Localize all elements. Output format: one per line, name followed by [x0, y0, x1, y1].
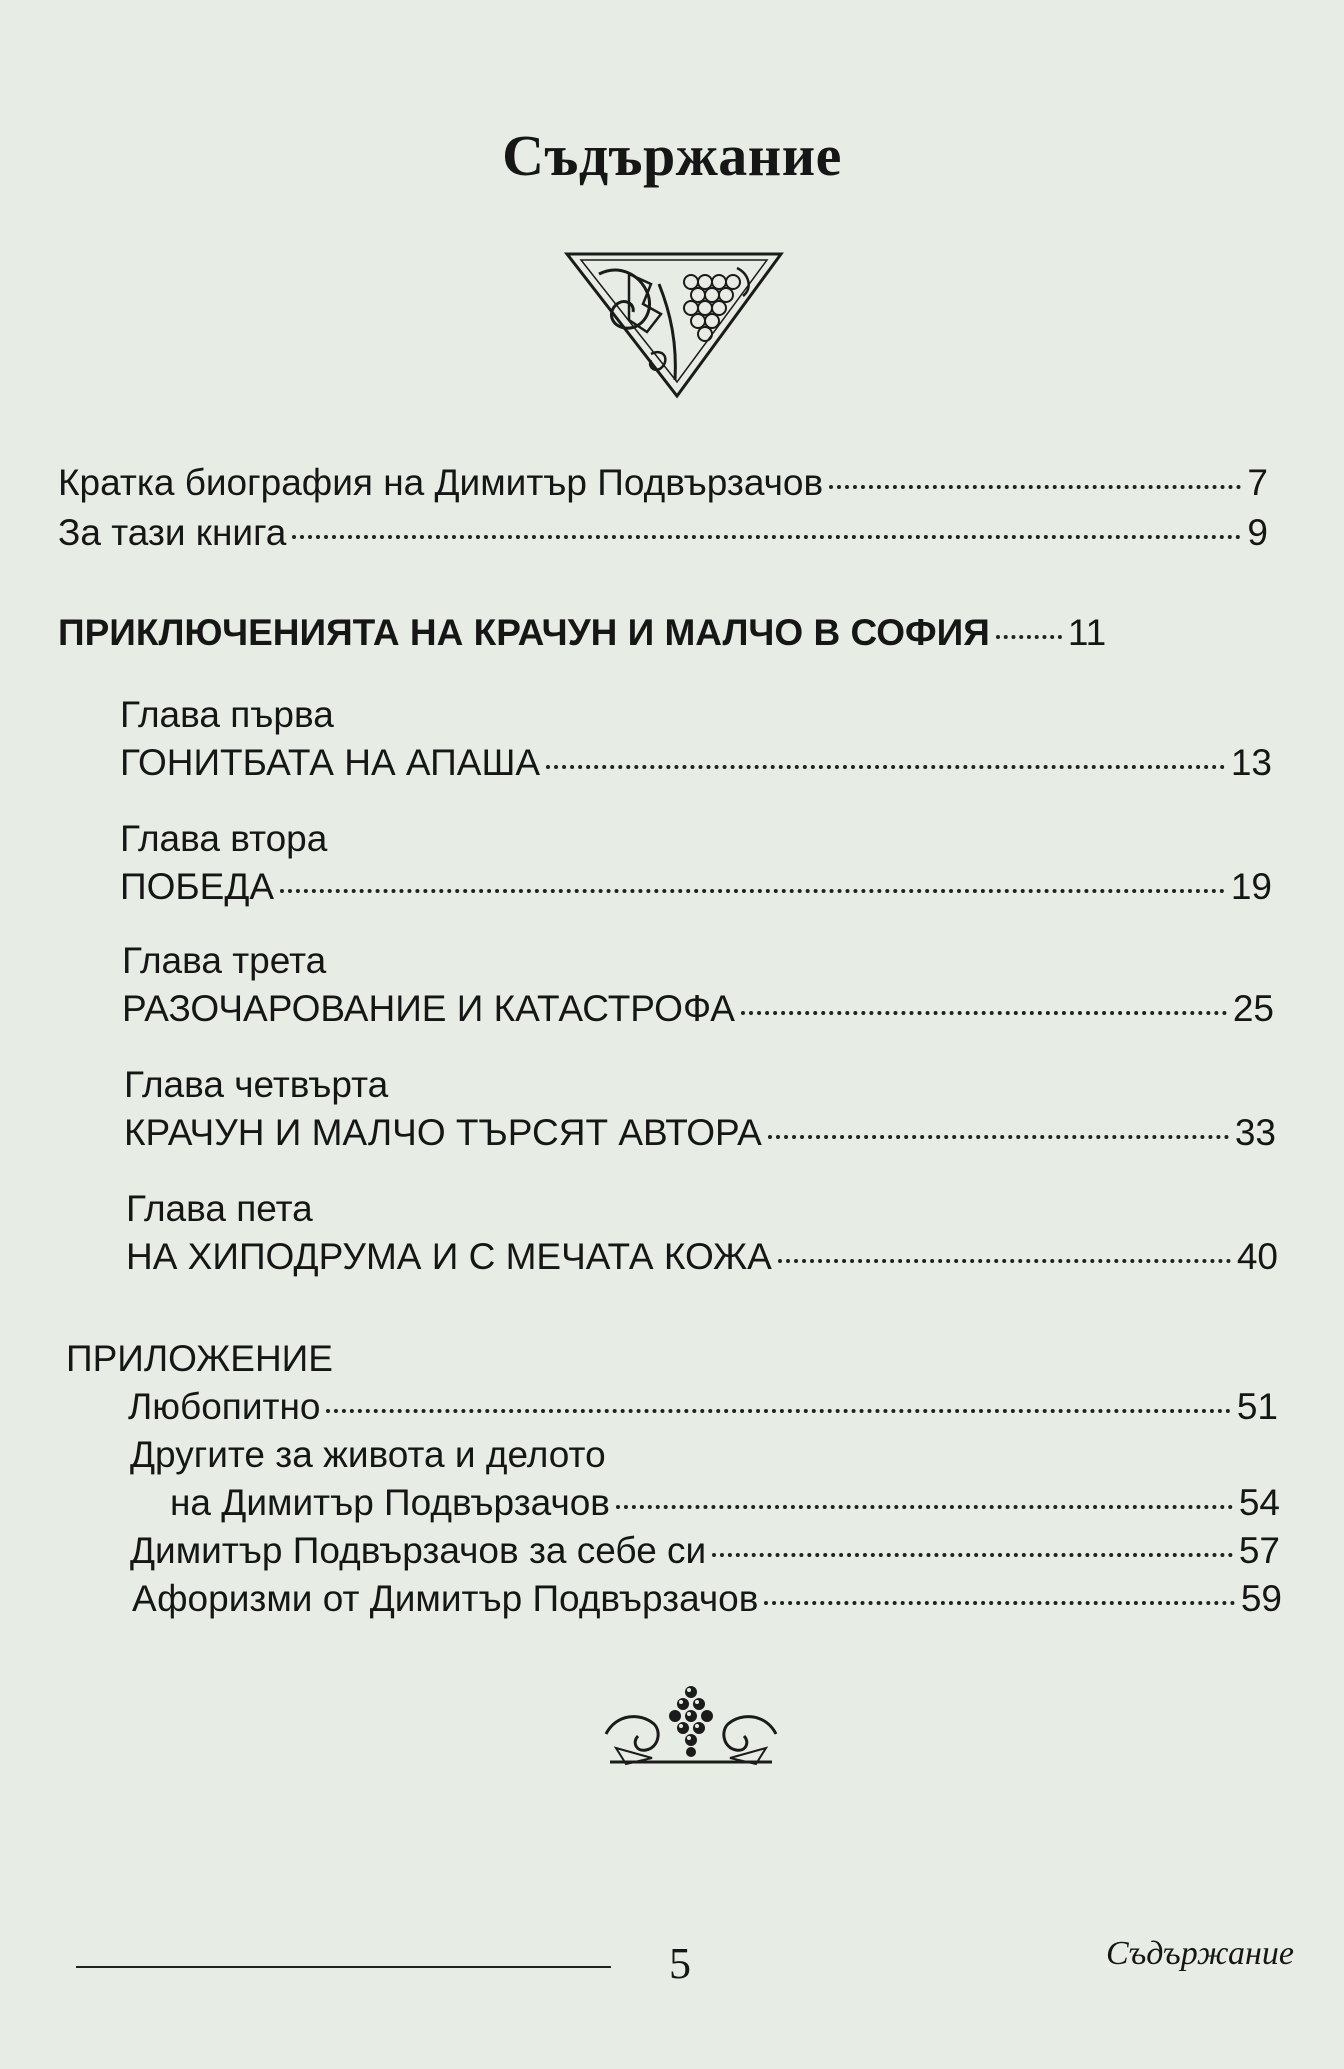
toc-entry-page: 51: [1236, 1386, 1278, 1427]
toc-entry-label: Любопитно: [128, 1386, 321, 1427]
toc-entry-label: ПОБЕДА: [120, 866, 275, 907]
chapter-heading: Глава втора: [120, 818, 328, 859]
toc-entry-page: 54: [1238, 1482, 1280, 1523]
dot-leader: [829, 485, 1241, 489]
toc-entry-label: Димитър Подвързачов за себе си: [130, 1530, 707, 1571]
toc-entry-label: ПРИКЛЮЧЕНИЯТА НА КРАЧУН И МАЛЧО В СОФИЯ: [58, 612, 990, 653]
toc-entry-page: 19: [1230, 866, 1272, 907]
toc-entry-page: 25: [1232, 988, 1274, 1029]
toc-entry-chapter-1[interactable]: [120, 740, 1272, 786]
toc-entry-others-about[interactable]: [170, 1480, 1280, 1526]
grape-vine-ornament-icon: [559, 244, 789, 404]
chapter-heading: Глава пета: [126, 1188, 313, 1229]
toc-entry-page: 57: [1238, 1530, 1280, 1571]
toc-entry-chapter-4[interactable]: [124, 1110, 1276, 1156]
running-footer-title: Съдържание: [1105, 1935, 1294, 1972]
toc-entry-biography[interactable]: [58, 460, 1268, 506]
toc-entry-page: 33: [1234, 1112, 1276, 1153]
dot-leader: [741, 1011, 1227, 1015]
dot-leader: [616, 1505, 1233, 1509]
toc-entry-label: КРАЧУН И МАЛЧО ТЪРСЯТ АВТОРА: [124, 1112, 762, 1153]
dot-leader: [292, 535, 1241, 539]
dot-leader: [280, 889, 1225, 893]
page-number: 5: [669, 1939, 691, 1988]
grape-cluster-ornament-icon: [596, 1678, 786, 1774]
dot-leader: [778, 1259, 1231, 1263]
footer-rule: [76, 1966, 611, 1968]
toc-entry-curious[interactable]: [128, 1384, 1278, 1430]
toc-entry-label: За тази книга: [58, 512, 287, 553]
toc-entry-chapter-3[interactable]: [122, 986, 1274, 1032]
dot-leader: [712, 1553, 1233, 1557]
toc-entry-page: 40: [1236, 1236, 1278, 1277]
dot-leader: [546, 765, 1225, 769]
toc-entry-label: Афоризми от Димитър Подвързачов: [132, 1578, 759, 1619]
page-title: Съдържание: [502, 123, 842, 188]
appendix-heading: ПРИЛОЖЕНИЕ: [66, 1338, 333, 1379]
dot-leader: [764, 1601, 1234, 1605]
toc-entry-about-himself[interactable]: [130, 1528, 1280, 1574]
chapter-heading: Глава първа: [120, 694, 334, 735]
dot-leader: [768, 1135, 1229, 1139]
dot-leader: [326, 1409, 1230, 1413]
chapter-heading: Глава трета: [122, 940, 327, 981]
toc-entry-label: РАЗОЧАРОВАНИЕ И КАТАСТРОФА: [122, 988, 735, 1029]
toc-entry-about-book[interactable]: [58, 510, 1268, 556]
toc-entry-page: 13: [1230, 742, 1272, 783]
dot-leader: [996, 635, 1062, 639]
toc-entry-label: на Димитър Подвързачов: [170, 1482, 610, 1523]
toc-entry-label: Кратка биография на Димитър Подвързачов: [58, 462, 824, 503]
toc-entry-page: 11: [1067, 612, 1107, 653]
toc-entry-label: НА ХИПОДРУМА И С МЕЧАТА КОЖА: [126, 1236, 772, 1277]
toc-entry-chapter-2[interactable]: [120, 864, 1272, 910]
toc-entry-page: 7: [1247, 462, 1268, 503]
toc-entry-page: 9: [1247, 512, 1268, 553]
toc-entry-page: 59: [1240, 1578, 1282, 1619]
toc-part-heading[interactable]: [58, 610, 1268, 656]
toc-entry-chapter-5[interactable]: [126, 1234, 1278, 1280]
toc-entry-label: ГОНИТБАТА НА АПАША: [120, 742, 541, 783]
toc-entry-aphorisms[interactable]: [132, 1576, 1282, 1622]
chapter-heading: Глава четвърта: [124, 1064, 389, 1105]
toc-entry-label-line1: Другите за живота и делото: [130, 1434, 606, 1475]
